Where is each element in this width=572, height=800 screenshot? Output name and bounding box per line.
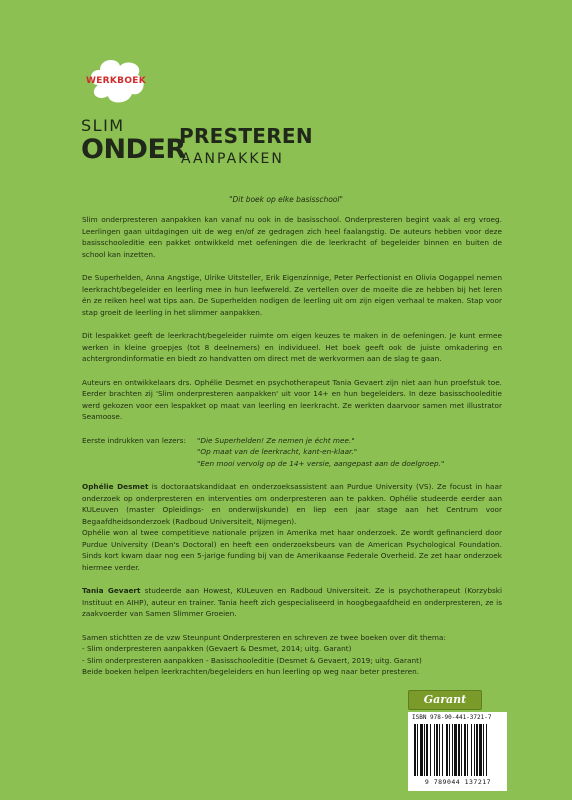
garant-logo — [408, 690, 482, 710]
title-word-presteren: PRESTEREN — [179, 124, 313, 148]
barcode-graphic — [414, 724, 501, 776]
publisher-block — [408, 690, 507, 791]
tagline: "Dit boek op elke basisschool" — [229, 195, 343, 204]
paragraph-lespakket: Dit lespakket geeft de leerkracht/begeleider ruimte om eigen keuzes te maken in de oefeningen. Je kunt ermee werken in kleine groepjes (tot 8 deelnemers) en individueel. Het boek geeft ook de juiste omkadering en achtergrondinformatie en biedt zo handvatten om direct met de werkvormen aan de slag te gaan. — [82, 331, 502, 363]
reader-quotes-label: Eerste indrukken van lezers: — [82, 435, 186, 445]
closing-intro: Samen stichtten ze de vzw Steunpunt Onderpresteren en schreven ze twee boeken over dit thema: — [82, 632, 446, 642]
werkboek-badge — [84, 55, 148, 109]
book-list-item: - Slim onderpresteren aanpakken - Basisschooleditie (Desmet & Gevaert, 2019; uitg. Garant) — [82, 655, 422, 665]
bio-desmet-awards: Ophélie won al twee competitieve nationale prijzen in Amerika met haar onderzoek. Ze wordt gefinancierd door Purdue University (Dean's Doctoral) en heeft een onderzoeksbeurs van de American Psychological Foundation. Sinds kort kwam daar nog een 5-jarige funding bij van de Amerikaanse Federale Overheid. Ze zet haar onderzoek hiermee verder. — [82, 528, 502, 572]
blurb-text — [82, 214, 502, 678]
bio-desmet — [82, 481, 502, 527]
reader-quote: "Die Superhelden! Ze nemen je écht mee." — [197, 435, 355, 445]
bio-desmet-name: Ophélie Desmet — [82, 482, 149, 491]
paragraph-superhelden: De Superhelden, Anna Angstige, Ulrike Uitsteller, Erik Eigenzinnige, Peter Perfectionist en Olivia Oogappel nemen leerkracht/begeleider en leerling mee in hun leefwereld. Ze vertellen over de moeite die ze hebben bij het leren én ze reiken heel wat tips aan. De Superhelden nodigen de leerling uit om zijn eigen verhaal te maken. Stap voor stap groeit de leerling in het slimmer aanpakken. — [82, 273, 502, 317]
garant-logo-text: Garant — [423, 693, 467, 706]
isbn-label: ISBN 978-90-441-3721-7 — [412, 714, 492, 721]
bio-gevaert — [82, 585, 502, 620]
reader-quote: "Op maat van de leerkracht, kant-en-klaar." — [197, 447, 358, 456]
bio-gevaert-text: studeerde aan Howest, KULeuven en Radboud Universiteit. Ze is psychotherapeut (Korzybski Instituut en AIHP), auteur en trainer. Tania heeft zich gespecialiseerd in hoogbegaafdheid en onderpresteren, ze is zaakvoerder van Samen Slimmer Groeien. — [82, 586, 503, 618]
reader-quotes — [82, 435, 502, 470]
bio-gevaert-name: Tania Gevaert — [82, 586, 141, 595]
title-word-onder: ONDER — [81, 134, 186, 165]
closing-section — [82, 632, 502, 678]
barcode-digits: 9 789044 137217 — [424, 778, 492, 786]
book-list-item: - Slim onderpresteren aanpakken (Gevaert & Desmet, 2014; uitg. Garant) — [82, 644, 352, 653]
paragraph-intro: Slim onderpresteren aanpakken kan vanaf nu ook in de basisschool. Onderpresteren begint vaak al erg vroeg. Leerlingen gaan uitdagingen uit de weg en/of ze gedragen zich heel faalangstig. De auteurs hebben voor deze basisschooleditie een pakket ontwikkeld met oefeningen die de leerkracht of begeleider binnen en buiten de school kan inzetten. — [82, 215, 502, 259]
barcode-box — [408, 712, 507, 791]
badge-label: WERKBOEK — [86, 76, 147, 86]
reader-quote: "Een mooi vervolg op de 14+ versie, aangepast aan de doelgroep." — [197, 458, 445, 468]
book-title — [81, 116, 313, 188]
closing-outro: Beide boeken helpen leerkrachten/begeleiders en hun leerling op weg naar beter presteren. — [82, 667, 420, 676]
reader-quotes-list — [197, 435, 444, 470]
title-word-aanpakken: AANPAKKEN — [181, 151, 284, 167]
paragraph-auteurs: Auteurs en ontwikkelaars drs. Ophélie Desmet en psychotherapeut Tania Gevaert zijn niet aan hun proefstuk toe. Eerder brachten zij 'Slim onderpresteren aanpakken' uit voor 14+ en hun begeleiders. In deze basisschooleditie werd gekozen voor een lespakket op maat van leerling en leerkracht. Ze werkten daarvoor samen met illustrator Seamoose. — [82, 377, 502, 421]
bio-desmet-text: is doctoraatskandidaat en onderzoeksassistent aan Purdue University (VS). Ze focust in haar onderzoek op onderpresteren en interventies om onderpresteren aan te pakken. Ophélie studeerde eerder aan KULeuven (master Opleidings- en onderwijskunde) en liep een jaar stage aan het Centrum voor Begaafdheidsonderzoek (Radboud Universiteit, Nijmegen). — [82, 482, 503, 526]
title-word-slim: SLIM — [81, 116, 125, 135]
